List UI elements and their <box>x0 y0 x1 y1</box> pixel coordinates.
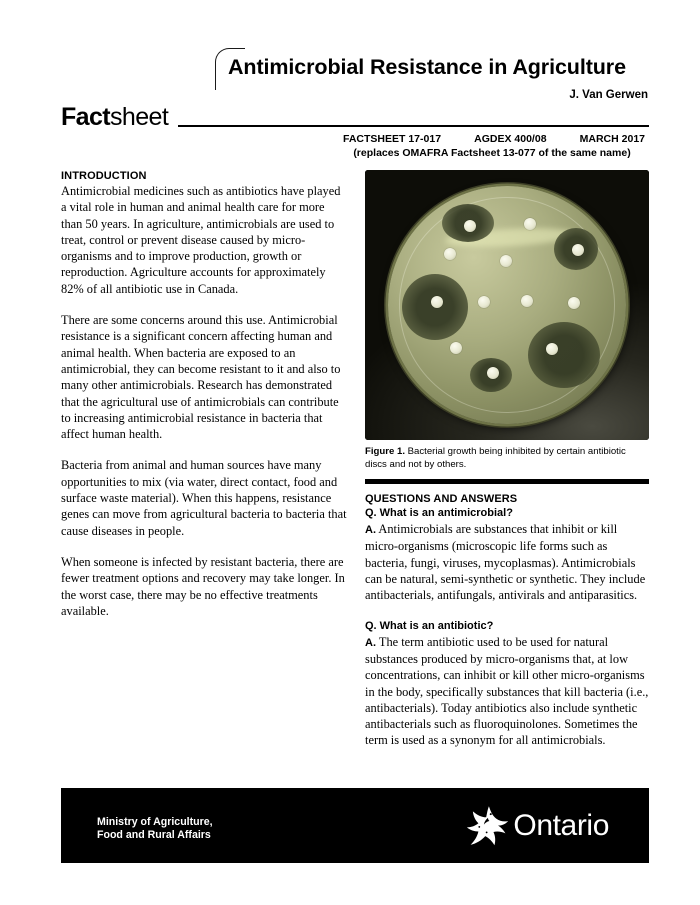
antibiotic-disc <box>464 220 476 232</box>
answer-1 <box>365 521 649 603</box>
antibiotic-disc <box>521 295 533 307</box>
replaces-note: (replaces OMAFRA Factsheet 13-077 of the same name) <box>353 146 631 159</box>
inhibition-zone <box>528 322 600 388</box>
petri-dish-photo <box>365 170 649 440</box>
agar-plate <box>388 186 626 424</box>
publication-date: MARCH 2017 <box>579 133 645 145</box>
author-byline: J. Van Gerwen <box>569 89 648 101</box>
agdex-code: AGDEX 400/08 <box>474 133 547 145</box>
document-metadata <box>335 133 649 160</box>
page-header <box>0 0 700 168</box>
antibiotic-disc <box>450 342 462 354</box>
intro-paragraph-1: Antimicrobial medicines such as antibiotics have played a vital role in human and animal health care for more than 50 years. In agriculture, antimicrobials are used to treat, control or prevent disease caused by micro-organisms and to improve production, growth or reproduction. Agriculture accounts for approximately 82% of all antibiotic use in Canada. <box>61 184 341 296</box>
ontario-wordmark: Ontario <box>513 809 609 842</box>
antibiotic-disc <box>431 296 443 308</box>
ministry-line-2: Food and Rural Affairs <box>97 829 211 841</box>
ontario-logo-lockup <box>465 804 609 848</box>
factsheet-wordmark-bold: Fact <box>61 103 111 131</box>
factsheet-number: FACTSHEET 17-017 <box>343 133 442 145</box>
section-divider-bar <box>365 479 649 484</box>
antibiotic-disc <box>487 367 499 379</box>
antibiotic-disc <box>546 343 558 355</box>
antibiotic-disc <box>568 297 580 309</box>
ministry-line-1: Ministry of Agriculture, <box>97 816 213 828</box>
page-title: Antimicrobial Resistance in Agriculture <box>228 55 626 79</box>
answer-marker: A. <box>365 524 376 537</box>
factsheet-wordmark-light: sheet <box>110 103 169 131</box>
intro-paragraph-4: When someone is infected by resistant bacteria, there are fewer treatment options and recovery may take longer. In the worst case, there may be no effective treatments available. <box>61 554 345 618</box>
answer-2-text: The term antibiotic used to be used for natural substances produced by micro-organisms that, at low concentrations, can inhibit or kill other micro-organisms in the body, specifically substances that kill bacteria (i.e., antibacterials). Today antibiotics also include synthetic antibacterials such as fluoroquinolones. Sometimes the term is used as a synonym for all antimicrobials. <box>365 634 649 748</box>
left-text-column <box>61 170 347 619</box>
figure-caption-text: Bacterial growth being inhibited by certain antibiotic discs and not by others. <box>365 446 626 470</box>
intro-paragraph-3: Bacteria from animal and human sources have many opportunities to mix (via water, direct contact, food and surface waste material). When this happens, resistance genes can move from agricultural bacteria to bacteria that cause diseases in people. <box>61 458 347 538</box>
antibiotic-disc <box>572 244 584 256</box>
question-1: Q. What is an antimicrobial? <box>365 507 513 520</box>
answer-1-text: Antimicrobials are substances that inhibit or kill micro-organisms (microscopic life forms such as bacteria, fungi, viruses, mycoplasmas). Antimicrobials can be natural, semi-synthetic or synthetic. They include antibacterials, antifungals, antivirals and antiparasitics. <box>365 522 646 603</box>
antibiotic-disc <box>524 218 536 230</box>
questions-answers-heading: QUESTIONS AND ANSWERS <box>365 493 518 506</box>
introduction-heading: INTRODUCTION <box>61 170 147 182</box>
right-content-column <box>365 170 649 764</box>
figure-caption <box>365 446 649 471</box>
trillium-icon <box>465 804 511 848</box>
page-footer <box>61 788 649 863</box>
answer-2 <box>365 634 649 749</box>
factsheet-wordmark <box>61 104 168 130</box>
answer-marker: A. <box>365 636 376 649</box>
intro-paragraph-2: There are some concerns around this use. Antimicrobial resistance is a significant concern affecting human and animal health. When bacteria are exposed to an antimicrobial, they can become resistant to it and also to many other antimicrobials. Research has demonstrated that the agricultural use of antimicrobials can contribute to increasing antimicrobial resistance in bacteria that affect human health. <box>61 313 341 442</box>
header-divider-rule <box>178 125 649 127</box>
question-2: Q. What is an antibiotic? <box>365 619 494 632</box>
antibiotic-disc <box>444 248 456 260</box>
ministry-name <box>97 816 213 842</box>
figure-1 <box>365 170 649 471</box>
antibiotic-disc <box>500 255 512 267</box>
figure-label: Figure 1. <box>365 446 405 457</box>
antibiotic-disc <box>478 296 490 308</box>
